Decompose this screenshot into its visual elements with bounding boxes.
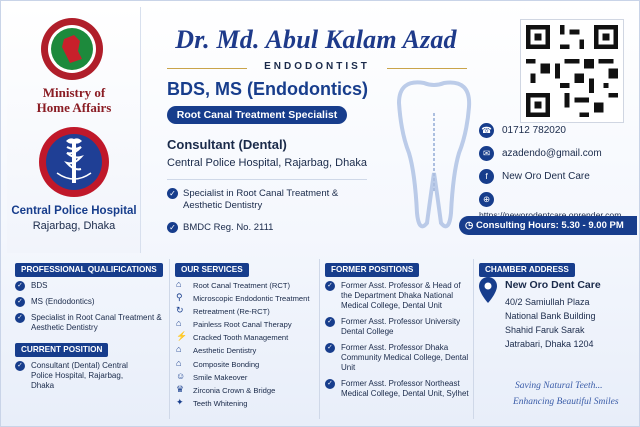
list-item: ✓ MS (Endodontics) bbox=[15, 297, 165, 307]
service-item: ⚡ Cracked Tooth Management bbox=[176, 331, 289, 343]
check-icon: ✓ bbox=[15, 313, 25, 323]
divider-line-right bbox=[387, 68, 467, 69]
service-item: ⌂ Painless Root Canal Therapy bbox=[176, 318, 292, 330]
hospital-name: Central Police Hospital bbox=[11, 205, 137, 217]
list-item: ✓ Consultant (Dental) Central Police Hospital, Rajarbag, Dhaka bbox=[15, 361, 135, 391]
check-icon: ✓ bbox=[167, 222, 178, 233]
address-line: National Bank Building bbox=[505, 311, 596, 321]
check-icon: ✓ bbox=[325, 317, 335, 327]
address-line: Jatrabari, Dhaka 1204 bbox=[505, 339, 594, 349]
tooth-icon: ⌂ bbox=[176, 357, 182, 368]
microscope-icon: ⚲ bbox=[176, 292, 183, 303]
qualifications-list bbox=[15, 281, 165, 333]
ministry-line-2: Home Affairs bbox=[36, 100, 112, 115]
contact-phone[interactable]: ☎ 01712 782020 bbox=[479, 123, 566, 139]
list-item: ✓ Former Asst. Professor & Head of the Department Dhaka National Medical College, Dental Unit bbox=[325, 281, 471, 311]
tagline-2: Enhancing Beautiful Smiles bbox=[513, 397, 619, 407]
specialist-badge: Root Canal Treatment Specialist bbox=[167, 106, 347, 124]
service-item: ✦ Teeth Whitening bbox=[176, 396, 248, 408]
sparkle-icon: ✦ bbox=[176, 396, 184, 407]
government-seal-icon bbox=[40, 17, 104, 81]
address-line: Shahid Faruk Sarak bbox=[505, 325, 585, 335]
doctor-name: Dr. Md. Abul Kalam Azad bbox=[175, 25, 457, 54]
tagline-1: Saving Natural Teeth... bbox=[515, 381, 603, 391]
list-item: ✓ Former Asst. Professor Dhaka Community Medical College, Dental Unit bbox=[325, 343, 471, 373]
position-title: Consultant (Dental) bbox=[167, 137, 287, 152]
qr-code-icon bbox=[520, 19, 624, 123]
phone-icon: ☎ bbox=[479, 123, 494, 138]
current-position-list bbox=[15, 361, 165, 391]
globe-icon: ⊕ bbox=[479, 192, 494, 207]
email-icon: ✉ bbox=[479, 146, 494, 161]
list-item: ✓ Former Asst. Professor University Dental College bbox=[325, 317, 471, 337]
services-list bbox=[175, 281, 315, 408]
check-icon: ✓ bbox=[325, 379, 335, 389]
chamber-name: New Oro Dent Care bbox=[505, 279, 601, 291]
tooth-icon: ⌂ bbox=[176, 318, 182, 329]
profession-title: ENDODONTIST bbox=[264, 61, 370, 72]
degree: BDS, MS (Endodontics) bbox=[167, 79, 368, 99]
police-hospital-logo-icon bbox=[37, 125, 111, 199]
service-item: ⌂ Root Canal Treatment (RCT) bbox=[176, 279, 291, 290]
qualifications-column bbox=[15, 259, 165, 397]
column-divider bbox=[169, 259, 170, 419]
service-item: ☺ Smile Makeover bbox=[176, 370, 248, 382]
address-line: 40/2 Samiullah Plaza bbox=[505, 297, 590, 307]
service-item: ⌂ Composite Bonding bbox=[176, 357, 260, 369]
location-pin-icon bbox=[479, 277, 497, 303]
crown-icon: ♛ bbox=[176, 383, 185, 394]
contact-email[interactable]: ✉ azadendo@gmail.com bbox=[479, 146, 602, 162]
ministry-name bbox=[7, 85, 141, 115]
column-divider bbox=[319, 259, 320, 419]
list-item: ✓ Specialist in Root Canal Treatment & Aesthetic Dentistry bbox=[15, 313, 165, 333]
retreat-icon: ↻ bbox=[176, 305, 184, 316]
contact-facebook[interactable]: f New Oro Dent Care bbox=[479, 169, 590, 185]
check-icon: ✓ bbox=[325, 343, 335, 353]
clock-icon: ◷ bbox=[465, 220, 474, 231]
service-item: ⌂ Aesthetic Dentistry bbox=[176, 344, 257, 356]
tooth-icon: ⌂ bbox=[176, 279, 182, 289]
hospital-location: Rajarbag, Dhaka bbox=[32, 220, 116, 232]
tooth-icon: ⌂ bbox=[176, 344, 182, 355]
position-place: Central Police Hospital, Rajarbag, Dhaka bbox=[167, 157, 367, 169]
check-icon: ✓ bbox=[15, 361, 25, 371]
chamber-column bbox=[479, 259, 629, 419]
list-item: ✓ BDS bbox=[15, 281, 165, 291]
services-column bbox=[175, 259, 315, 412]
check-icon: ✓ bbox=[15, 297, 25, 307]
consulting-hours-bar: ◷ Consulting Hours: 5.30 - 9.00 PM bbox=[459, 216, 637, 235]
contact-website[interactable] bbox=[479, 191, 639, 207]
ministry-line-1: Ministry of bbox=[42, 85, 106, 100]
bottom-section bbox=[7, 253, 635, 423]
list-item: ✓ Former Asst. Professor Northeast Medical College, Dental Unit, Sylhet bbox=[325, 379, 471, 399]
left-logos-panel bbox=[7, 7, 141, 253]
qualifications-title: PROFESSIONAL QUALIFICATIONS bbox=[15, 263, 163, 277]
current-position-title: CURRENT POSITION bbox=[15, 343, 108, 357]
former-positions-title: FORMER POSITIONS bbox=[325, 263, 419, 277]
services-title: OUR SERVICES bbox=[175, 263, 249, 277]
former-positions-column bbox=[325, 259, 471, 405]
column-divider bbox=[473, 259, 474, 419]
check-icon: ✓ bbox=[15, 281, 25, 291]
specialty-bullet: ✓ Specialist in Root Canal Treatment & Aesthetic Dentistry bbox=[167, 188, 353, 212]
check-icon: ✓ bbox=[167, 188, 178, 199]
service-item: ↻ Retreatment (Re-RCT) bbox=[176, 305, 270, 317]
chamber-title: CHAMBER ADDRESS bbox=[479, 263, 575, 277]
service-item: ♛ Zirconia Crown & Bridge bbox=[176, 383, 276, 395]
former-positions-list bbox=[325, 281, 471, 399]
bmdc-bullet: ✓ BMDC Reg. No. 2111 bbox=[167, 222, 353, 234]
divider bbox=[167, 179, 367, 180]
cracked-tooth-icon: ⚡ bbox=[176, 331, 188, 342]
service-item: ⚲ Microscopic Endodontic Treatment bbox=[176, 292, 310, 304]
facebook-icon: f bbox=[479, 169, 494, 184]
smile-icon: ☺ bbox=[176, 370, 186, 381]
check-icon: ✓ bbox=[325, 281, 335, 291]
